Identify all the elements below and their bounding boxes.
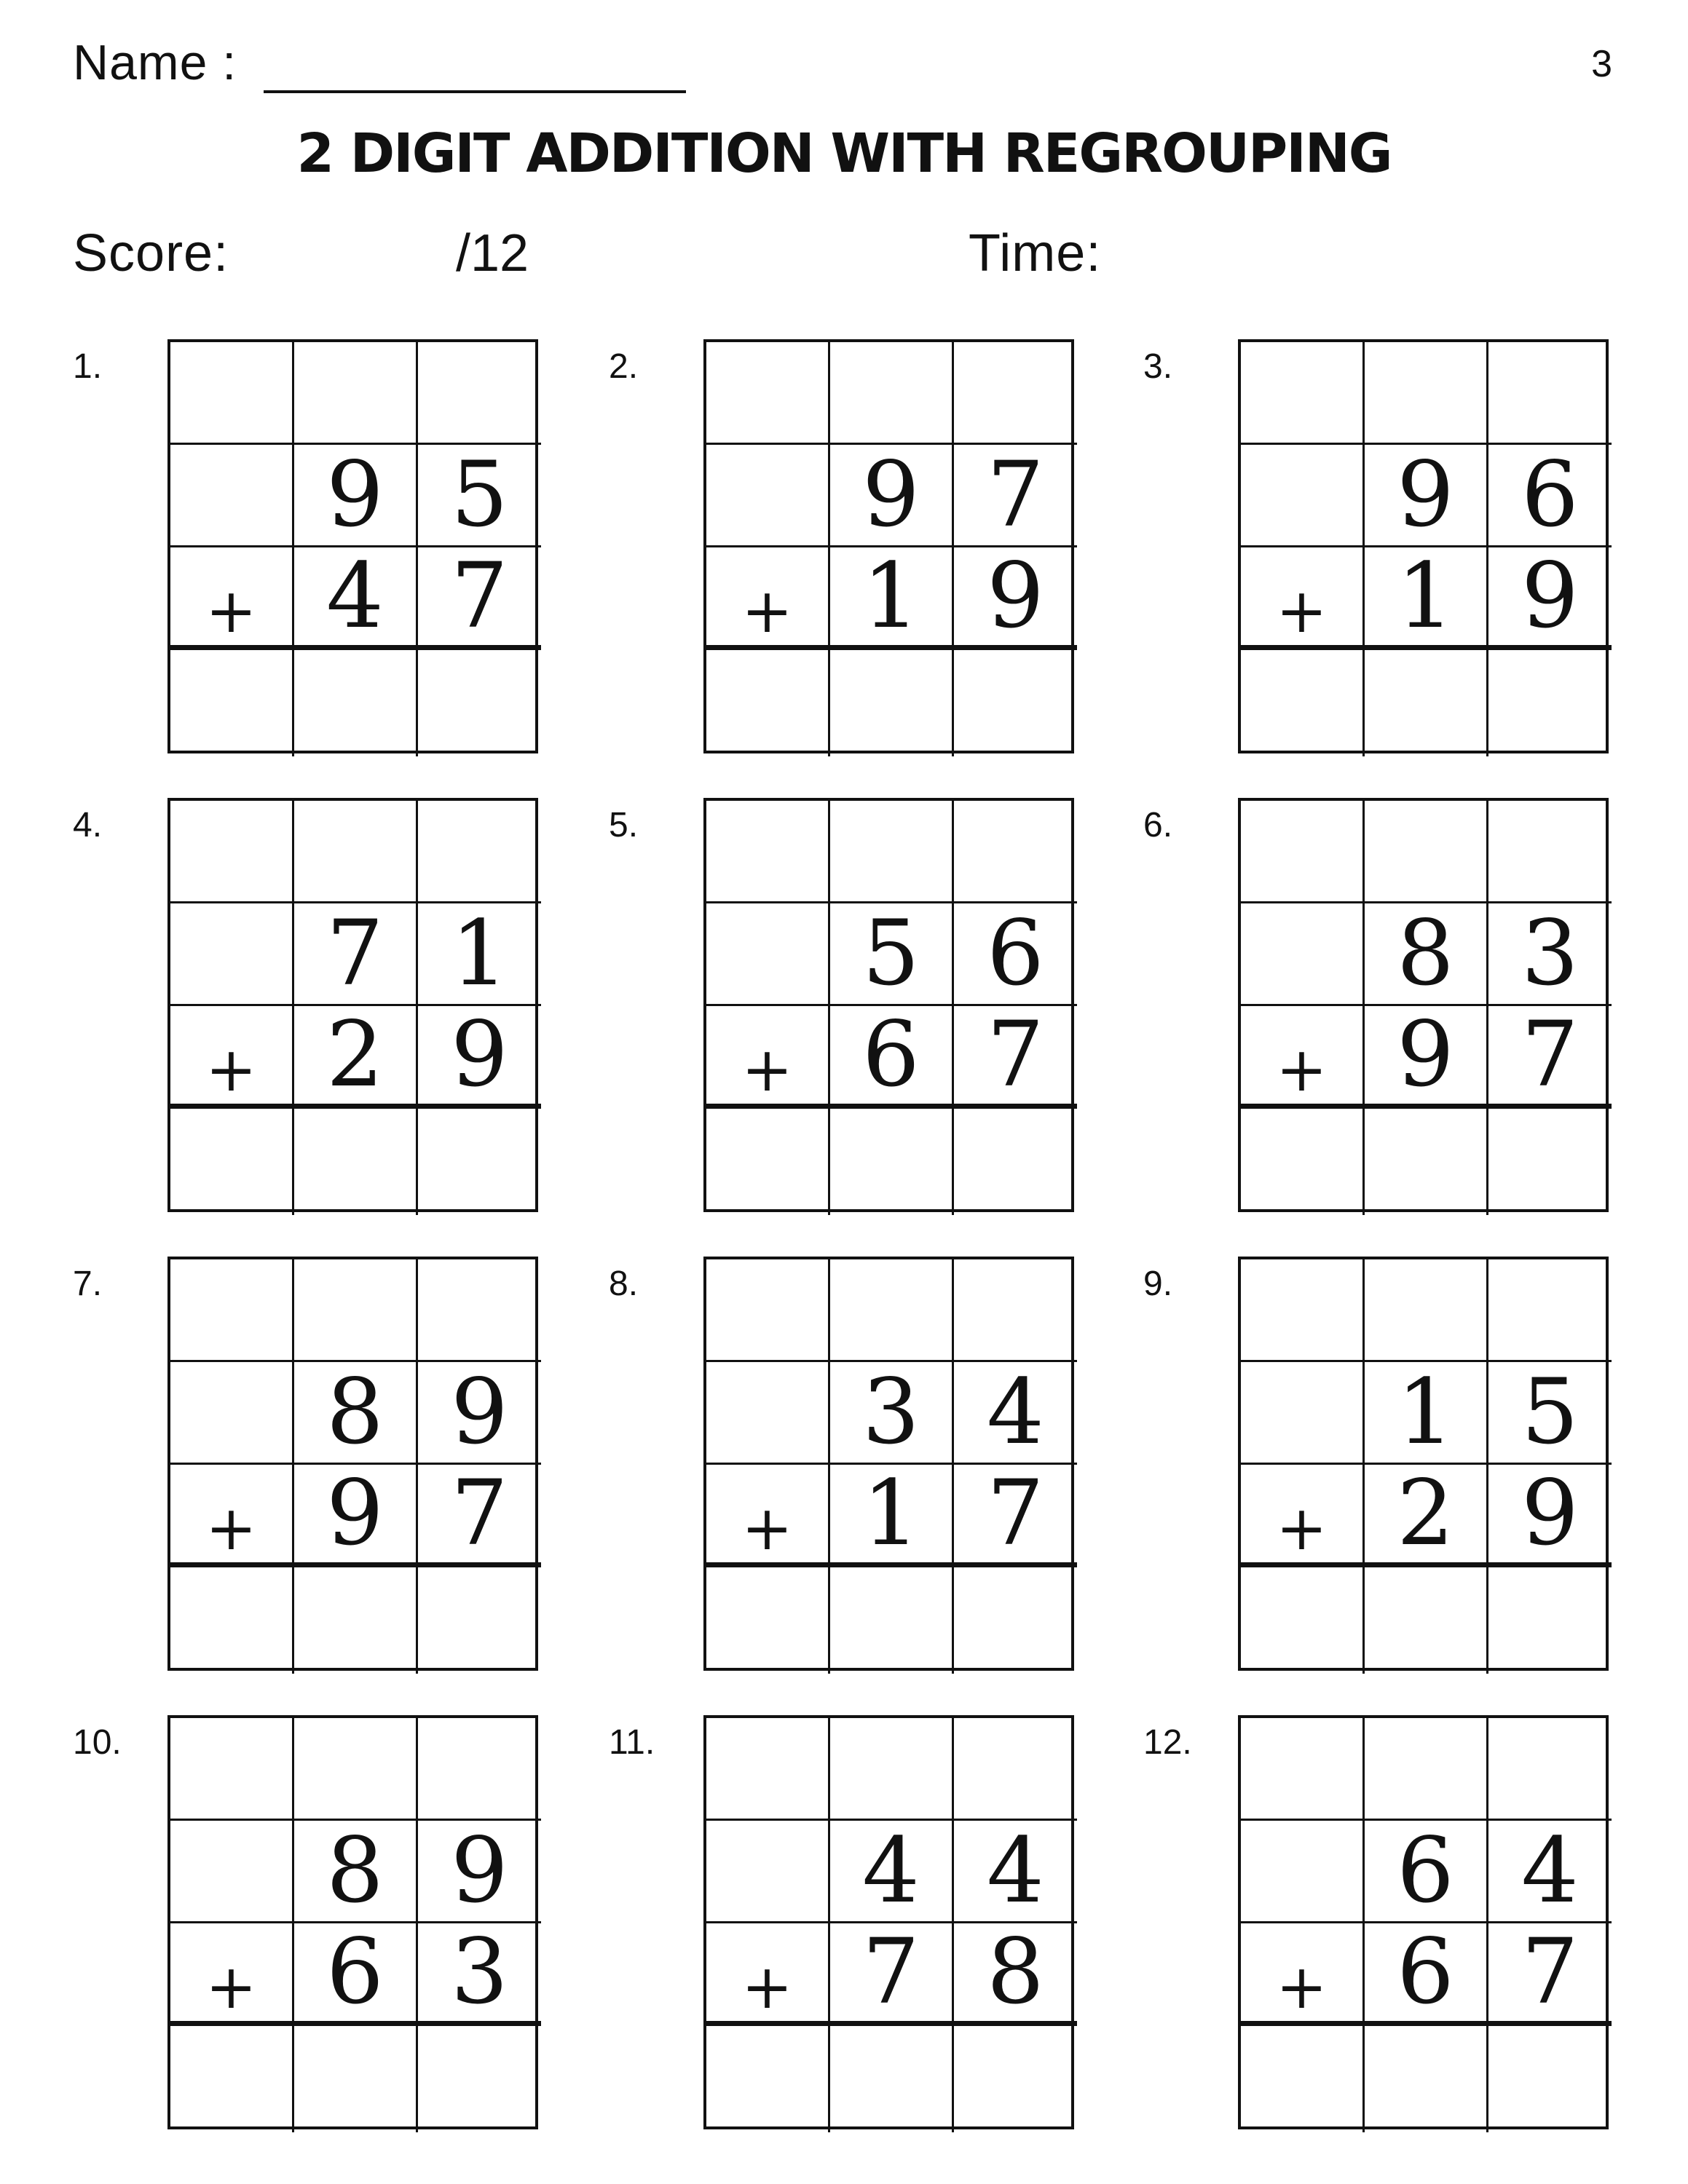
answer-cell[interactable]	[830, 650, 954, 756]
operator-sign: +	[706, 547, 830, 650]
answer-cell[interactable]	[1488, 650, 1612, 756]
score-label: Score:	[73, 224, 229, 282]
addend-digit: 1	[1365, 547, 1488, 650]
carry-cell[interactable]	[706, 1718, 830, 1821]
carry-cell[interactable]	[1241, 1259, 1365, 1362]
addend-digit: 8	[294, 1362, 418, 1465]
empty-cell	[1241, 1362, 1365, 1465]
addend-digit: 5	[418, 445, 541, 547]
addend-digit: 7	[954, 445, 1077, 547]
addend-digit: 2	[1365, 1465, 1488, 1567]
problem-number: 4.	[73, 806, 103, 844]
answer-cell[interactable]	[170, 1109, 294, 1215]
addition-problem	[1143, 1257, 1682, 1679]
problem-number: 5.	[609, 806, 639, 844]
answer-cell[interactable]	[170, 2026, 294, 2132]
addend-digit: 1	[418, 903, 541, 1006]
addition-problem	[609, 1715, 1148, 2137]
operator-sign: +	[170, 1465, 294, 1567]
empty-cell	[706, 445, 830, 547]
carry-cell[interactable]	[954, 801, 1077, 903]
operator-sign: +	[1241, 547, 1365, 650]
addition-problem	[609, 339, 1148, 761]
carry-cell[interactable]	[706, 801, 830, 903]
place-value-grid	[167, 1257, 538, 1671]
carry-cell[interactable]	[418, 342, 541, 445]
place-value-grid	[703, 798, 1074, 1212]
carry-cell[interactable]	[1488, 342, 1612, 445]
answer-cell[interactable]	[706, 1109, 830, 1215]
empty-cell	[1241, 903, 1365, 1006]
carry-cell[interactable]	[1488, 1259, 1612, 1362]
time-label: Time:	[969, 224, 1102, 282]
worksheet-title: 2 DIGIT ADDITION WITH REGROUPING	[296, 122, 1392, 185]
addend-digit: 4	[294, 547, 418, 650]
addend-digit: 5	[830, 903, 954, 1006]
answer-cell[interactable]	[706, 1567, 830, 1674]
answer-cell[interactable]	[1488, 1109, 1612, 1215]
place-value-grid	[1238, 1715, 1609, 2129]
addend-digit: 6	[1488, 445, 1612, 547]
addition-problem	[609, 1257, 1148, 1679]
carry-cell[interactable]	[170, 1259, 294, 1362]
place-value-grid	[1238, 339, 1609, 753]
carry-cell[interactable]	[1365, 801, 1488, 903]
operator-sign: +	[1241, 1006, 1365, 1109]
problem-number: 1.	[73, 347, 103, 386]
name-write-line	[264, 90, 686, 93]
addend-digit: 1	[830, 547, 954, 650]
addend-digit: 9	[1365, 445, 1488, 547]
addend-digit: 9	[294, 445, 418, 547]
addend-digit: 9	[418, 1821, 541, 1923]
carry-cell[interactable]	[170, 1718, 294, 1821]
answer-cell[interactable]	[954, 2026, 1077, 2132]
carry-cell[interactable]	[706, 1259, 830, 1362]
addend-digit: 4	[830, 1821, 954, 1923]
carry-cell[interactable]	[830, 1259, 954, 1362]
answer-cell[interactable]	[706, 2026, 830, 2132]
addend-digit: 9	[418, 1006, 541, 1109]
addend-digit: 7	[954, 1006, 1077, 1109]
addend-digit: 6	[954, 903, 1077, 1006]
addend-digit: 4	[954, 1821, 1077, 1923]
score-total: /12	[456, 224, 529, 282]
addend-digit: 6	[294, 1923, 418, 2026]
carry-cell[interactable]	[954, 342, 1077, 445]
addition-problem	[73, 1257, 612, 1679]
addend-digit: 3	[830, 1362, 954, 1465]
name-label: Name :	[73, 35, 237, 90]
carry-cell[interactable]	[294, 1259, 418, 1362]
addend-digit: 4	[1488, 1821, 1612, 1923]
answer-cell[interactable]	[418, 1109, 541, 1215]
carry-cell[interactable]	[830, 1718, 954, 1821]
carry-cell[interactable]	[954, 1718, 1077, 1821]
operator-sign: +	[1241, 1465, 1365, 1567]
page-number: 3	[1591, 43, 1612, 85]
place-value-grid	[167, 1715, 538, 2129]
addend-digit: 2	[294, 1006, 418, 1109]
operator-sign: +	[706, 1006, 830, 1109]
answer-cell[interactable]	[418, 650, 541, 756]
empty-cell	[1241, 1821, 1365, 1923]
place-value-grid	[167, 339, 538, 753]
problem-number: 6.	[1143, 806, 1173, 844]
answer-cell[interactable]	[706, 650, 830, 756]
addend-digit: 7	[418, 547, 541, 650]
operator-sign: +	[170, 1006, 294, 1109]
answer-cell[interactable]	[1241, 1567, 1365, 1674]
addition-problem	[73, 1715, 612, 2137]
operator-sign: +	[170, 1923, 294, 2026]
carry-cell[interactable]	[706, 342, 830, 445]
addend-digit: 6	[830, 1006, 954, 1109]
answer-cell[interactable]	[294, 1109, 418, 1215]
empty-cell	[706, 903, 830, 1006]
answer-cell[interactable]	[830, 1567, 954, 1674]
place-value-grid	[703, 1715, 1074, 2129]
addend-digit: 3	[1488, 903, 1612, 1006]
addition-problem	[73, 339, 612, 761]
place-value-grid	[703, 1257, 1074, 1671]
answer-cell[interactable]	[418, 1567, 541, 1674]
problem-number: 3.	[1143, 347, 1173, 386]
answer-cell[interactable]	[830, 2026, 954, 2132]
addition-problem	[73, 798, 612, 1220]
addend-digit: 9	[954, 547, 1077, 650]
problem-number: 9.	[1143, 1265, 1173, 1303]
empty-cell	[1241, 445, 1365, 547]
answer-cell[interactable]	[954, 1109, 1077, 1215]
carry-cell[interactable]	[830, 342, 954, 445]
carry-cell[interactable]	[418, 1259, 541, 1362]
empty-cell	[170, 445, 294, 547]
problem-number: 10.	[73, 1723, 122, 1762]
carry-cell[interactable]	[294, 342, 418, 445]
addend-digit: 9	[830, 445, 954, 547]
problem-number: 11.	[609, 1723, 655, 1762]
empty-cell	[170, 1362, 294, 1465]
empty-cell	[706, 1821, 830, 1923]
operator-sign: +	[1241, 1923, 1365, 2026]
answer-cell[interactable]	[954, 650, 1077, 756]
answer-cell[interactable]	[1365, 2026, 1488, 2132]
addend-digit: 8	[294, 1821, 418, 1923]
addition-problem	[1143, 339, 1682, 761]
answer-cell[interactable]	[1241, 650, 1365, 756]
carry-cell[interactable]	[1241, 1718, 1365, 1821]
answer-cell[interactable]	[294, 650, 418, 756]
carry-cell[interactable]	[1488, 1718, 1612, 1821]
place-value-grid	[1238, 1257, 1609, 1671]
answer-cell[interactable]	[1365, 1109, 1488, 1215]
answer-cell[interactable]	[1365, 1567, 1488, 1674]
addend-digit: 7	[1488, 1006, 1612, 1109]
answer-cell[interactable]	[418, 2026, 541, 2132]
addend-digit: 8	[954, 1923, 1077, 2026]
carry-cell[interactable]	[418, 1718, 541, 1821]
answer-cell[interactable]	[1241, 1109, 1365, 1215]
addend-digit: 7	[418, 1465, 541, 1567]
answer-cell[interactable]	[294, 1567, 418, 1674]
addend-digit: 7	[954, 1465, 1077, 1567]
addend-digit: 5	[1488, 1362, 1612, 1465]
place-value-grid	[703, 339, 1074, 753]
carry-cell[interactable]	[170, 801, 294, 903]
operator-sign: +	[170, 547, 294, 650]
addend-digit: 7	[830, 1923, 954, 2026]
answer-cell[interactable]	[1241, 2026, 1365, 2132]
empty-cell	[170, 903, 294, 1006]
addend-digit: 6	[1365, 1821, 1488, 1923]
addend-digit: 9	[294, 1465, 418, 1567]
carry-cell[interactable]	[954, 1259, 1077, 1362]
carry-cell[interactable]	[830, 801, 954, 903]
addition-problem	[1143, 798, 1682, 1220]
place-value-grid	[167, 798, 538, 1212]
operator-sign: +	[706, 1923, 830, 2026]
addend-digit: 6	[1365, 1923, 1488, 2026]
addend-digit: 9	[418, 1362, 541, 1465]
addend-digit: 9	[1488, 547, 1612, 650]
addend-digit: 9	[1365, 1006, 1488, 1109]
carry-cell[interactable]	[1365, 1718, 1488, 1821]
addend-digit: 7	[294, 903, 418, 1006]
carry-cell[interactable]	[1365, 342, 1488, 445]
answer-cell[interactable]	[954, 1567, 1077, 1674]
problem-number: 2.	[609, 347, 639, 386]
addition-problem	[609, 798, 1148, 1220]
addend-digit: 7	[1488, 1923, 1612, 2026]
problem-number: 8.	[609, 1265, 639, 1303]
problem-number: 7.	[73, 1265, 103, 1303]
empty-cell	[170, 1821, 294, 1923]
carry-cell[interactable]	[1241, 342, 1365, 445]
addend-digit: 1	[1365, 1362, 1488, 1465]
problem-number: 12.	[1143, 1723, 1192, 1762]
carry-cell[interactable]	[1241, 801, 1365, 903]
place-value-grid	[1238, 798, 1609, 1212]
answer-cell[interactable]	[1488, 2026, 1612, 2132]
operator-sign: +	[706, 1465, 830, 1567]
carry-cell[interactable]	[1365, 1259, 1488, 1362]
carry-cell[interactable]	[294, 1718, 418, 1821]
carry-cell[interactable]	[1488, 801, 1612, 903]
answer-cell[interactable]	[830, 1109, 954, 1215]
answer-cell[interactable]	[1488, 1567, 1612, 1674]
addend-digit: 9	[1488, 1465, 1612, 1567]
addend-digit: 4	[954, 1362, 1077, 1465]
answer-cell[interactable]	[170, 650, 294, 756]
carry-cell[interactable]	[170, 342, 294, 445]
answer-cell[interactable]	[170, 1567, 294, 1674]
addend-digit: 8	[1365, 903, 1488, 1006]
answer-cell[interactable]	[1365, 650, 1488, 756]
addend-digit: 3	[418, 1923, 541, 2026]
addition-problem	[1143, 1715, 1682, 2137]
carry-cell[interactable]	[418, 801, 541, 903]
carry-cell[interactable]	[294, 801, 418, 903]
empty-cell	[706, 1362, 830, 1465]
answer-cell[interactable]	[294, 2026, 418, 2132]
addend-digit: 1	[830, 1465, 954, 1567]
